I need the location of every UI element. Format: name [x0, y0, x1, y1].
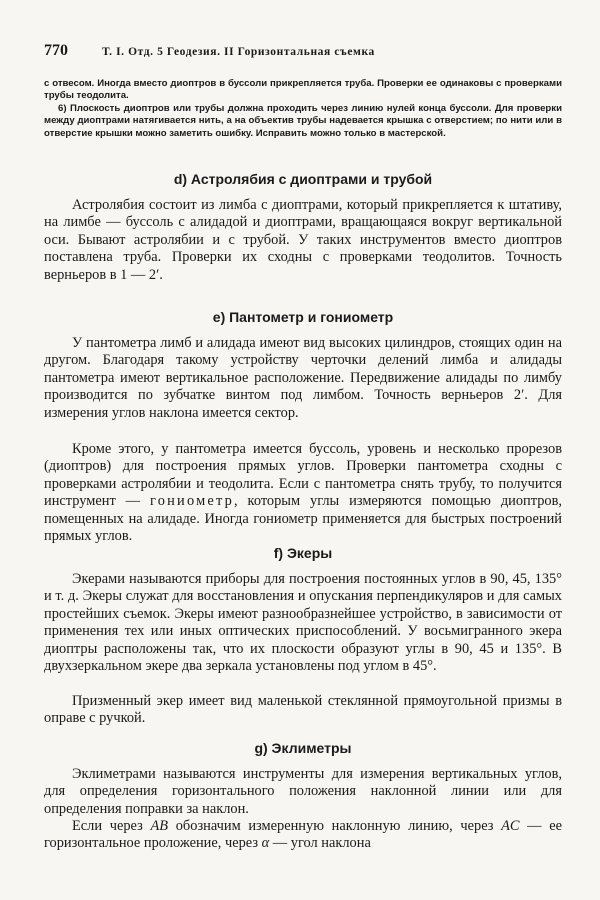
- section-g-paragraph-2-part-3: — ее горизонтальное проложение, через: [44, 818, 563, 852]
- segment-ac: AC: [501, 818, 520, 834]
- section-g-paragraph-2-part-1: Если через: [72, 818, 151, 834]
- page-number: 770: [44, 42, 68, 59]
- section-g-heading: g) Эклиметры: [254, 740, 352, 756]
- section-f-heading: f) Экеры: [273, 545, 333, 561]
- section-f-paragraph-2: Призменный экер имеет вид маленькой стеклянной прямоугольной призмы в оправе с ручкой.: [44, 693, 562, 727]
- segment-ab: AB: [150, 818, 169, 834]
- section-g-paragraph-1: Эклиметрами называются инструменты для измерения вертикальных углов, для определения горизонтального положения наклонной линии или для определения поправки за наклон.: [44, 766, 562, 817]
- section-e-heading: е) Пантометр и гониометр: [212, 309, 394, 325]
- alpha-symbol: α: [261, 835, 270, 852]
- section-f-paragraph-1: Экерами называются приборы для построения постоянных углов в 90, 45, 135° и т. д. Экеры служат для восстановления и опускания перпендикуляров и для самых простейших съемок. Экеры имеют разнообразнейшее устройство, в зависимости от применения тех или иных оптических приспособлений. У восьмигранного экера диоптры расположены так, что их плоскости образуют углы в 90, 45 и 135°. В двухзеркальном экере два зеркала установлены под углом в 45°.: [44, 571, 562, 675]
- section-d-heading: d) Астролябия с диоптрами и трубой: [173, 171, 433, 187]
- intro-paragraph-1: с отвесом. Иногда вместо диоптров в буссоли прикрепляется труба. Проверки ее одинаковы с проверками трубы теодолита.: [44, 78, 562, 102]
- section-e-paragraph-2: [44, 441, 562, 545]
- page-header: [44, 42, 564, 64]
- section-g-paragraph-2: [44, 818, 562, 853]
- section-g-paragraph-2-part-2: обозначим измеренную наклонную линию, через: [168, 818, 502, 834]
- section-g-paragraph-2-part-4: — угол наклона: [269, 835, 371, 852]
- goniometer-term: гониометр: [150, 493, 235, 510]
- section-d-paragraph: Астролябия состоит из лимба с диоптрами, который прикрепляется к штативу, на лимбе — буссоль с алидадой и диоптрами, вращающаяся вокруг вертикальной оси. Бывают астролябии и с трубой. У таких инструментов вместо диоптров поставлена труба. Проверки их сходны с проверками теодолитов. Точность верньеров в 1 — 2′.: [44, 197, 562, 283]
- section-e-paragraph-1: У пантометра лимб и алидада имеют вид высоких цилиндров, стоящих один на другом. Благодаря такому устройству черточки делений лимба и алидады пантометра имеют вертикальное расположение. Передвижение алидады по лимбу производится по зубчатке винтом под лимбом. Точность верньеров 2′. Для измерения углов наклона имеется сектор.: [44, 335, 562, 421]
- intro-paragraph-2: 6) Плоскость диоптров или трубы должна проходить через линию нулей конца буссоли. Для проверки между диоптрами натягивается нить, а на объектив трубы надевается крышка с отверстием; по нити или в отверстие крышки можно заметить ошибку. Исправить можно только в мастерской.: [44, 103, 562, 139]
- section-e-paragraph-2-end: , которым углы измеряются помощью диоптров, помещенных на алидаде. Иногда гониометр применяется для быстрых построений прямых углов.: [44, 493, 563, 545]
- section-e-paragraph-2-start: Кроме этого, у пантометра имеется буссоль, уровень и несколько прорезов (диоптров) для построения прямых углов. Проверки пантометра сходны с проверками астролябии и теодолита. Если с пантометра снять трубу, то получится инструмент —: [44, 441, 562, 510]
- running-title: Т. I. Отд. 5 Геодезия. II Горизонтальная съемка: [102, 46, 375, 58]
